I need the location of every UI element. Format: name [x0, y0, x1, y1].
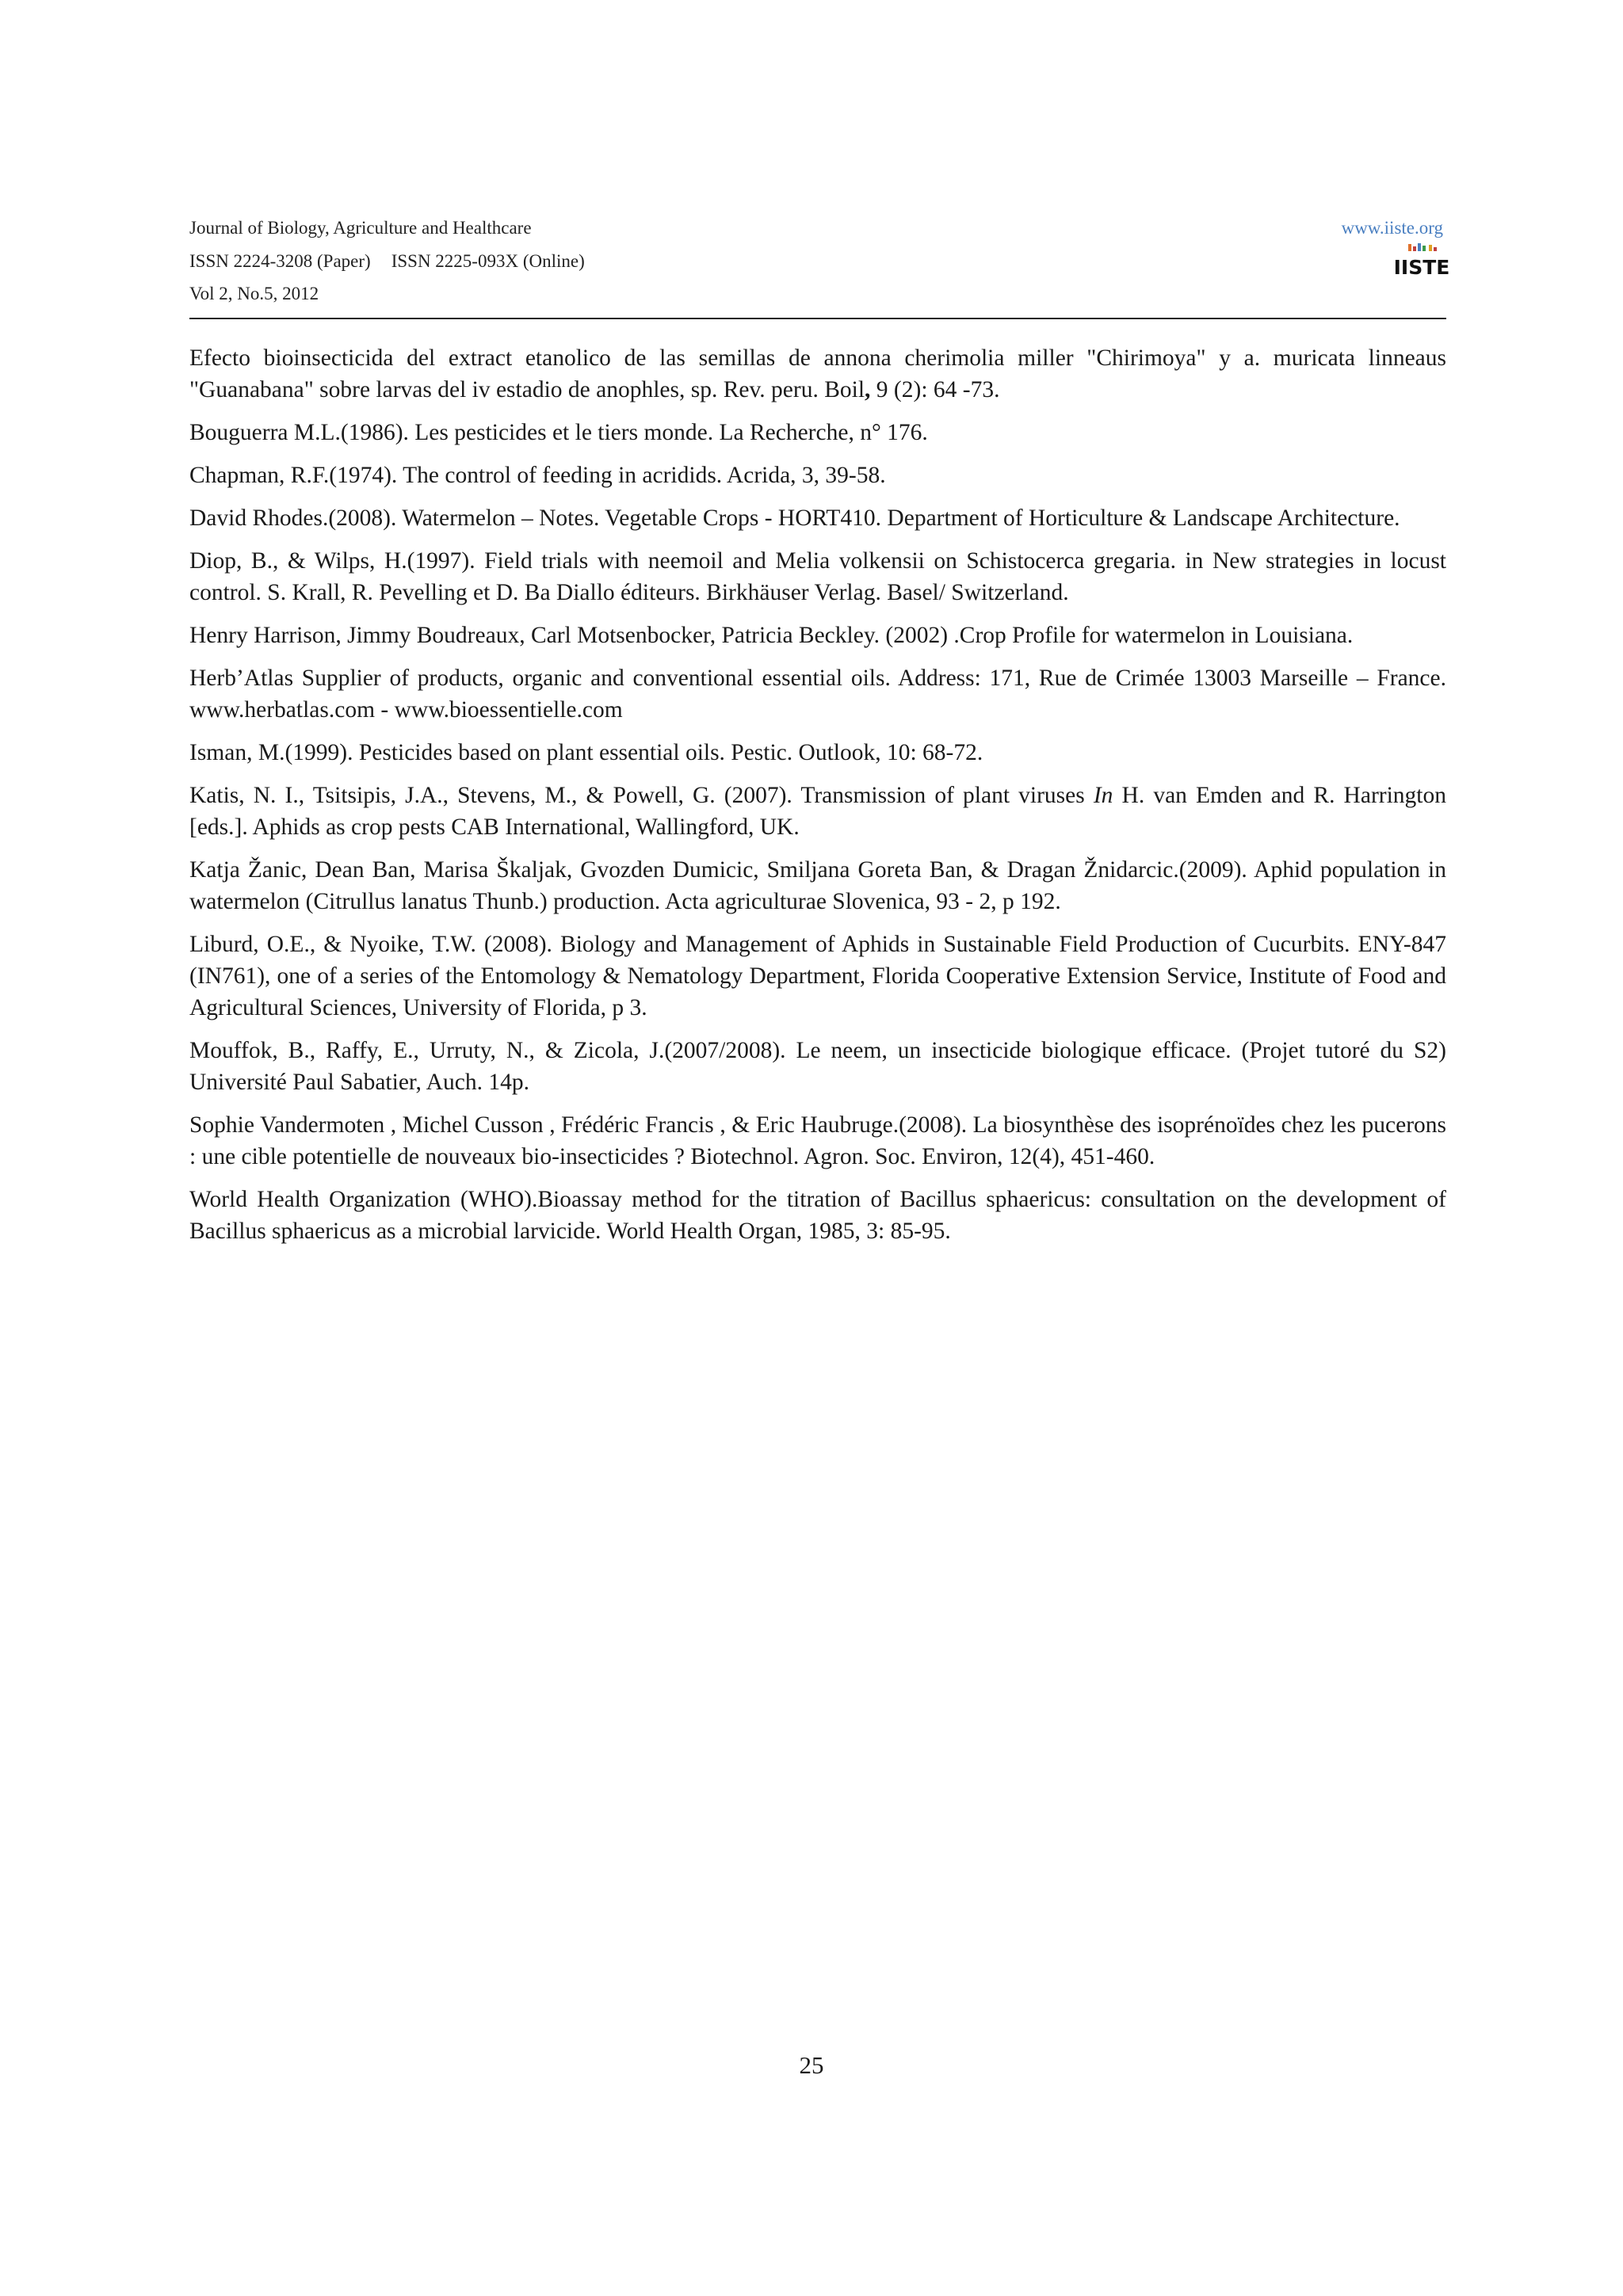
- running-header: [189, 214, 1450, 322]
- reference-entry: Efecto bioinsecticida del extract etanolico de las semillas de annona cherimolia miller "Chirimoya" y a. muricata linneaus "Guanabana" sobre larvas del iv estadio de anophles, sp. Rev. peru. Boil, 9 (2): 64 -73.: [189, 345, 1446, 402]
- page-number: 25: [799, 2051, 824, 2079]
- reference-entry: Sophie Vandermoten , Michel Cusson , Frédéric Francis , & Eric Haubruge.(2008). La biosynthèse des isoprénoïdes chez les pucerons : une cible potentielle de nouveaux bio-insecticides ? Biotechnol. Agron. Soc. Environ, 12(4), 451-460.: [189, 1112, 1446, 1169]
- reference-entry: Mouffok, B., Raffy, E., Urruty, N., & Zicola, J.(2007/2008). Le neem, un insecticide biologique efficace. (Projet tutoré du S2) Université Paul Sabatier, Auch. 14p.: [189, 1038, 1446, 1095]
- reference-entry: Katis, N. I., Tsitsipis, J.A., Stevens, M., & Powell, G. (2007). Transmission of plant viruses In H. van Emden and R. Harrington [eds.]. Aphids as crop pests CAB International, Wallingford, UK.: [189, 783, 1446, 840]
- reference-entry: David Rhodes.(2008). Watermelon – Notes. Vegetable Crops - HORT410. Department of Horticulture & Landscape Architecture.: [189, 505, 1400, 531]
- logo-text: IISTE: [1393, 256, 1450, 279]
- reference-entry: Diop, B., & Wilps, H.(1997). Field trials with neemoil and Melia volkensii on Schistocerca gregaria. in New strategies in locust control. S. Krall, R. Pevelling et D. Ba Diallo éditeurs. Birkhäuser Verlag. Basel/ Switzerland.: [189, 548, 1446, 605]
- reference-entry: Herb’Atlas Supplier of products, organic and conventional essential oils. Address: 171, Rue de Crimée 13003 Marseille – France. www.herbatlas.com - www.bioessentielle.com: [189, 666, 1446, 723]
- issn-online: ISSN 2225-093X (Online): [391, 251, 585, 271]
- reference-entry: Henry Harrison, Jimmy Boudreaux, Carl Motsenbocker, Patricia Beckley. (2002) .Crop Profile for watermelon in Louisiana.: [189, 623, 1354, 648]
- reference-entry: World Health Organization (WHO).Bioassay method for the titration of Bacillus sphaericus: consultation on the development of Bacillus sphaericus as a microbial larvicide. World Health Organ, 1985, 3: 85-95.: [189, 1187, 1446, 1244]
- reference-entry: Bouguerra M.L.(1986). Les pesticides et le tiers monde. La Recherche, n° 176.: [189, 420, 928, 445]
- iiste-logo-icon: [1393, 242, 1450, 279]
- issn-paper: ISSN 2224-3208 (Paper): [189, 251, 371, 271]
- header-rule: [189, 318, 1446, 319]
- volume-info: Vol 2, No.5, 2012: [189, 284, 319, 303]
- reference-entry: Katja Žanic, Dean Ban, Marisa Škaljak, Gvozden Dumicic, Smiljana Goreta Ban, & Dragan Žnidarcic.(2009). Aphid population in watermelon (Citrullus lanatus Thunb.) production. Acta agriculturae Slovenica, 93 - 2, p 192.: [189, 857, 1446, 914]
- reference-entry: Isman, M.(1999). Pesticides based on plant essential oils. Pestic. Outlook, 10: 68-72.: [189, 740, 983, 765]
- reference-list: [189, 342, 1446, 1258]
- journal-title: Journal of Biology, Agriculture and Healthcare: [189, 218, 532, 238]
- journal-website-link[interactable]: www.iiste.org: [1341, 218, 1443, 238]
- reference-entry: Liburd, O.E., & Nyoike, T.W. (2008). Biology and Management of Aphids in Sustainable Field Production of Cucurbits. ENY-847 (IN761), one of a series of the Entomology & Nematology Department, Florida Cooperative Extension Service, Institute of Food and Agricultural Sciences, University of Florida, p 3.: [189, 932, 1446, 1020]
- reference-entry: Chapman, R.F.(1974). The control of feeding in acridids. Acrida, 3, 39-58.: [189, 463, 886, 488]
- issn-line: [189, 250, 585, 273]
